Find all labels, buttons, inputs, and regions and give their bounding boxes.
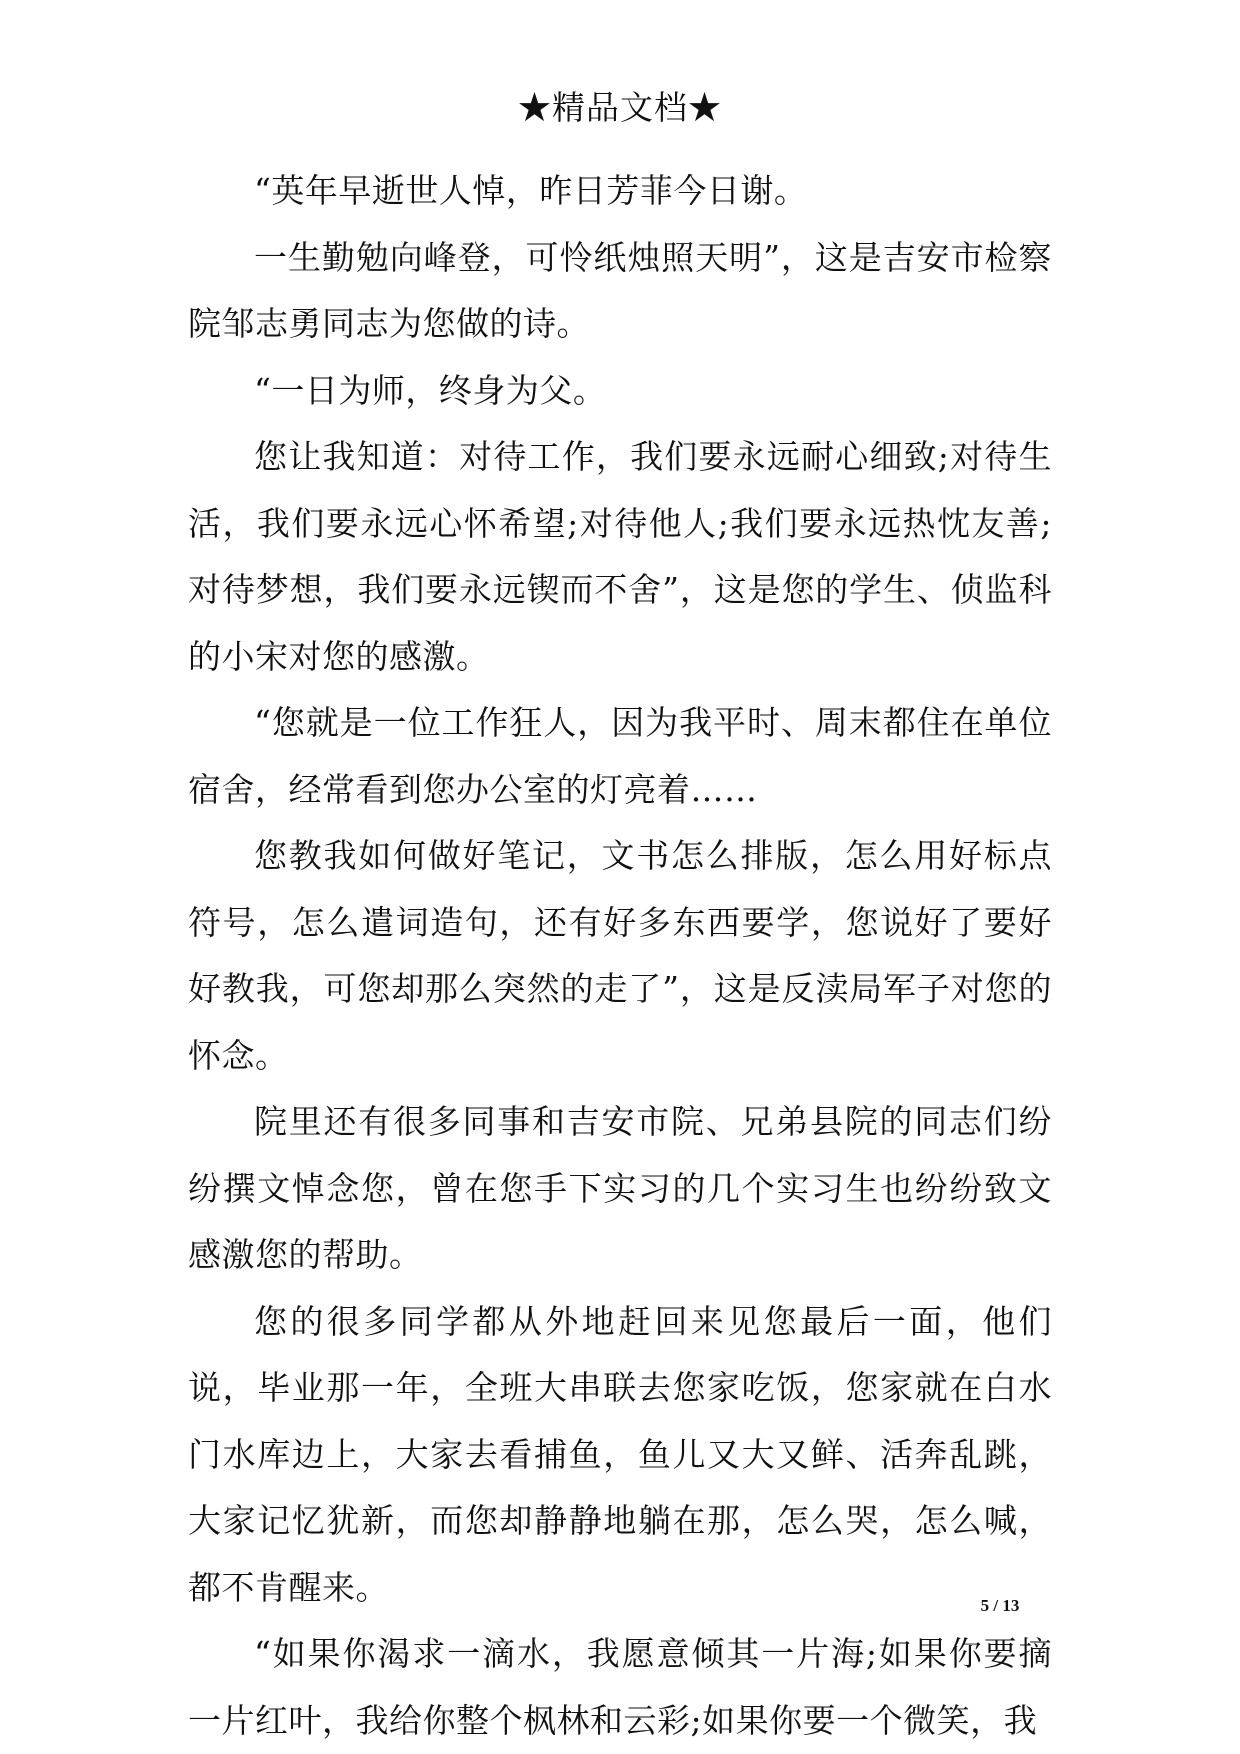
paragraph: “您就是一位工作狂人，因为我平时、周末都住在单位宿舍，经常看到您办公室的灯亮着…… bbox=[188, 703, 1052, 809]
page-number: 5 / 13 bbox=[980, 1596, 1020, 1615]
document-body bbox=[188, 158, 1052, 1754]
paragraph: “英年早逝世人悼，昨日芳菲今日谢。 bbox=[254, 171, 808, 210]
page-header-title: ★精品文档★ bbox=[518, 88, 722, 127]
paragraph: “如果你渴求一滴水，我愿意倾其一片海;如果你要摘一片红叶，我给你整个枫林和云彩;如果你要一个微笑，我 bbox=[188, 1634, 1052, 1740]
paragraph: 您教我如何做好笔记，文书怎么排版，怎么用好标点符号，怎么遣词造句，还有好多东西要学，您说好了要好好教我，可您却那么突然的走了”，这是反渎局军子对您的怀念。 bbox=[188, 836, 1052, 1075]
paragraph: “一日为师，终身为父。 bbox=[254, 370, 607, 410]
paragraph: 您的很多同学都从外地赶回来见您最后一面，他们说，毕业那一年，全班大串联去您家吃饭，您家就在白水门水库边上，大家去看捕鱼，鱼儿又大又鲜、活奔乱跳，大家记忆犹新，而您却静静地躺在那，怎么哭，怎么喊，都不肯醒来。 bbox=[188, 1301, 1052, 1607]
paragraph: 一生勤勉向峰登，可怜纸烛照天明”，这是吉安市检察院邹志勇同志为您做的诗。 bbox=[188, 237, 1052, 343]
paragraph: 您让我知道：对待工作，我们要永远耐心细致;对待生活，我们要永远心怀希望;对待他人;我们要永远热忱友善;对待梦想，我们要永远锲而不舍”，这是您的学生、侦监科的小宋对您的感激。 bbox=[188, 437, 1052, 676]
paragraph: 院里还有很多同事和吉安市院、兄弟县院的同志们纷纷撰文悼念您，曾在您手下实习的几个实习生也纷纷致文感激您的帮助。 bbox=[188, 1102, 1052, 1274]
